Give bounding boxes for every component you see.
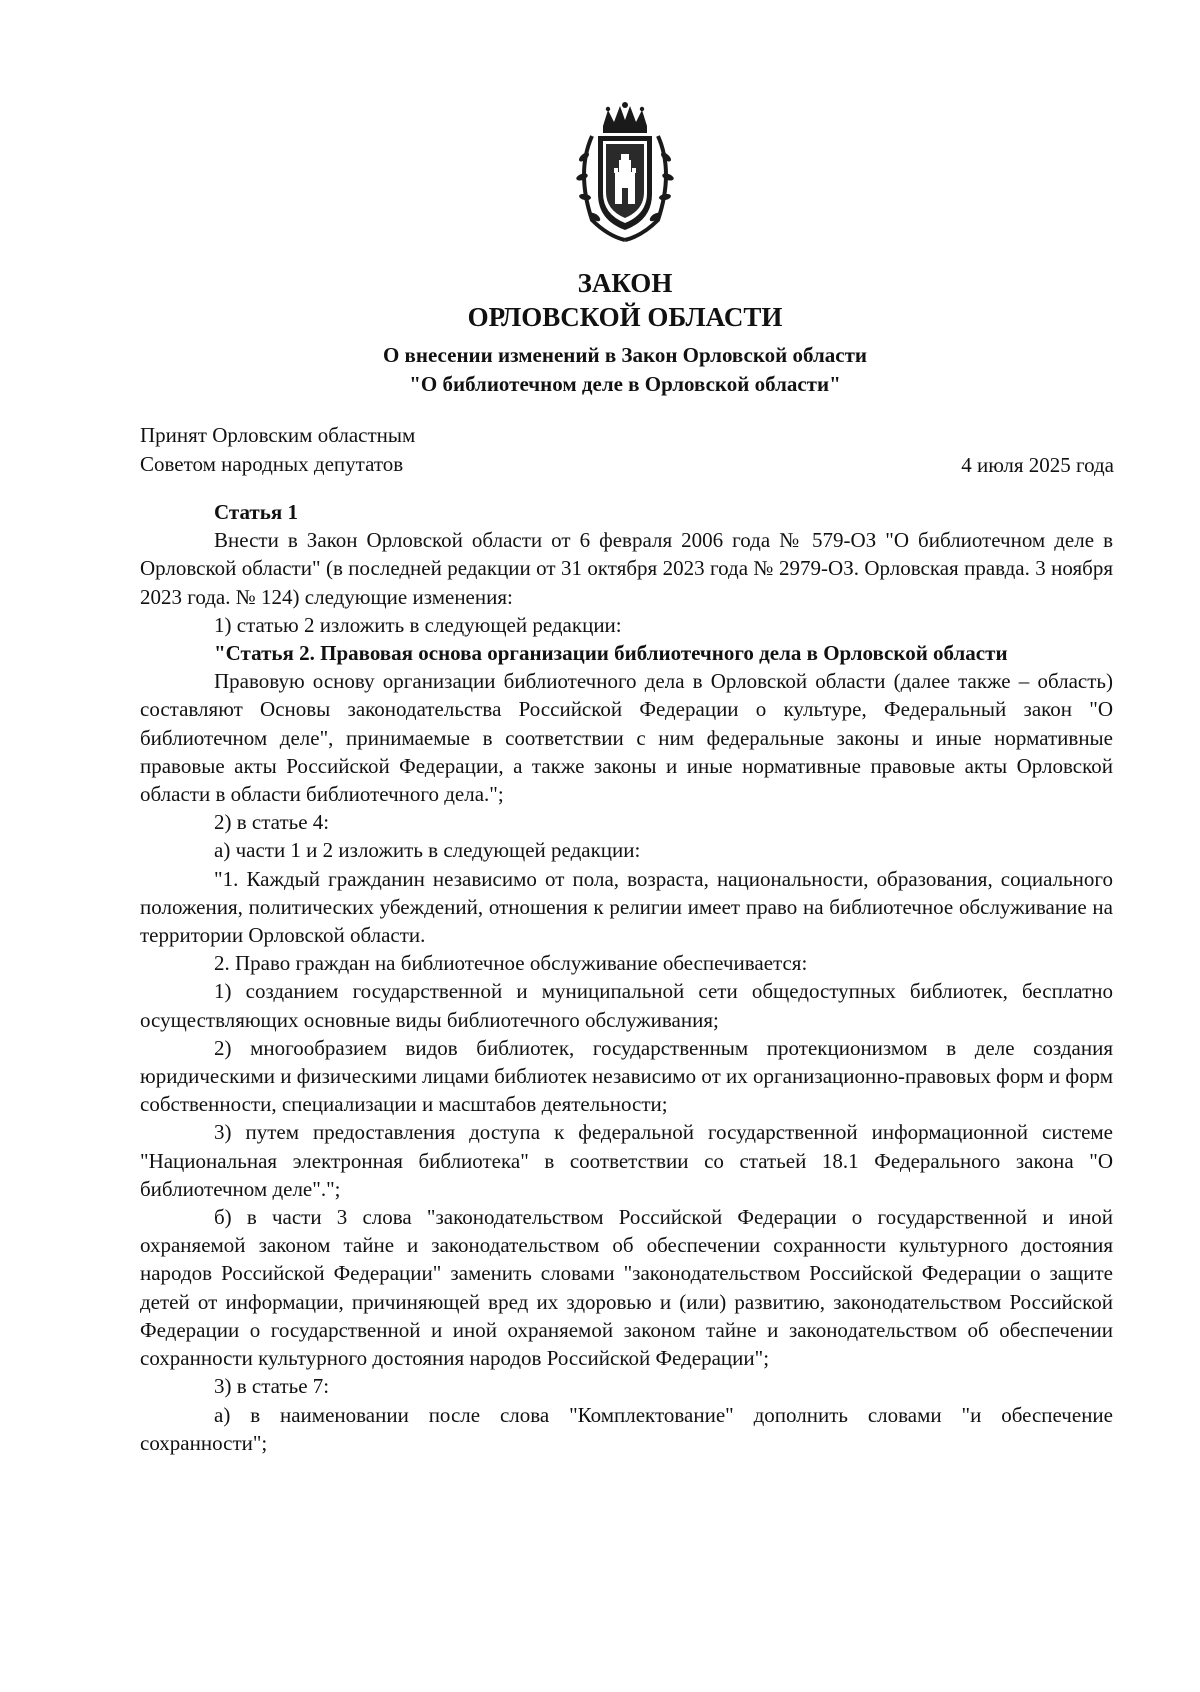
paragraph: а) части 1 и 2 изложить в следующей редакции: [214,838,641,863]
orel-coat-of-arms-icon [570,102,680,242]
paragraph: 1) созданием государственной и муниципальной сети общедоступных библиотек, бесплатно осуществляющих основные виды библиотечного обслуживания; [140,979,1113,1032]
paragraph: Правовую основу организации библиотечного дела в Орловской области (далее также – область) составляют Основы законодательства Российской Федерации о культуре, Федеральный закон "О библиотечном деле", принимаемые в соответствии с ним федеральные законы и иные нормативные правовые акты Российской Федерации, а также законы и иные нормативные правовые акты Орловской области в области библиотечного дела."; [140,669,1113,807]
paragraph: б) в части 3 слова "законодательством Российской Федерации о государственной и иной охраняемой законом тайне и законодательством об обеспечении сохранности культурного достояния народов Российской Федерации" заменить словами "законодательством Российской Федерации о защите детей от информации, причиняющей вред их здоровью и (или) развитию, законодательством Российской Федерации о государственной и иной охраняемой законом тайне и законодательством об обеспечении сохранности культурного достояния народов Российской Федерации"; [140,1205,1113,1371]
quoted-article-heading: "Статья 2. Правовая основа организации библиотечного дела в Орловской области [214,641,1008,666]
adoption-block [140,421,415,479]
article-heading: Статья 1 [214,500,298,524]
paragraph: Внести в Закон Орловской области от 6 февраля 2006 года № 579-ОЗ "О библиотечном деле в Орловской области" (в последней редакции от 31 октября 2023 года № 2979-ОЗ. Орловская правда. 3 ноября 2023 года. № 124) следующие изменения: [140,528,1113,609]
paragraph: 3) путем предоставления доступа к федеральной государственной информационной системе "Национальная электронная библиотека" в соответствии со статьей 18.1 Федерального закона "О библиотечном деле"."; [140,1120,1113,1201]
paragraph: 2. Право граждан на библиотечное обслуживание обеспечивается: [214,951,808,976]
adoption-date: 4 июля 2025 года [961,453,1114,477]
paragraph: 2) в статье 4: [214,810,330,835]
document-title-line1: ЗАКОН [577,268,673,298]
adoption-line2: Советом народных депутатов [140,452,404,476]
paragraph: 2) многообразием видов библиотек, государственным протекционизмом в деле создания юридическими и физическими лицами библиотек независимо от их организационно-правовых форм и форм собственности, специализации и масштабов деятельности; [140,1035,1113,1117]
paragraph: 1) статью 2 изложить в следующей редакции: [214,612,622,637]
adoption-line1: Принят Орловским областным [140,423,416,447]
paragraph: а) в наименовании после слова "Комплектование" дополнить словами "и обеспечение сохранности"; [140,1402,1113,1455]
article-body [140,498,1113,1457]
document-subtitle-line2: "О библиотечном деле в Орловской области" [409,372,841,396]
paragraph: 3) в статье 7: [214,1374,330,1399]
document-title-line2: ОРЛОВСКОЙ ОБЛАСТИ [467,302,783,332]
paragraph: "1. Каждый гражданин независимо от пола, возраста, национальности, образования, социального положения, политических убеждений, отношения к религии имеет право на библиотечное обслуживание на территории Орловской области. [140,866,1113,948]
document-subtitle-line1: О внесении изменений в Закон Орловской области [382,343,868,367]
